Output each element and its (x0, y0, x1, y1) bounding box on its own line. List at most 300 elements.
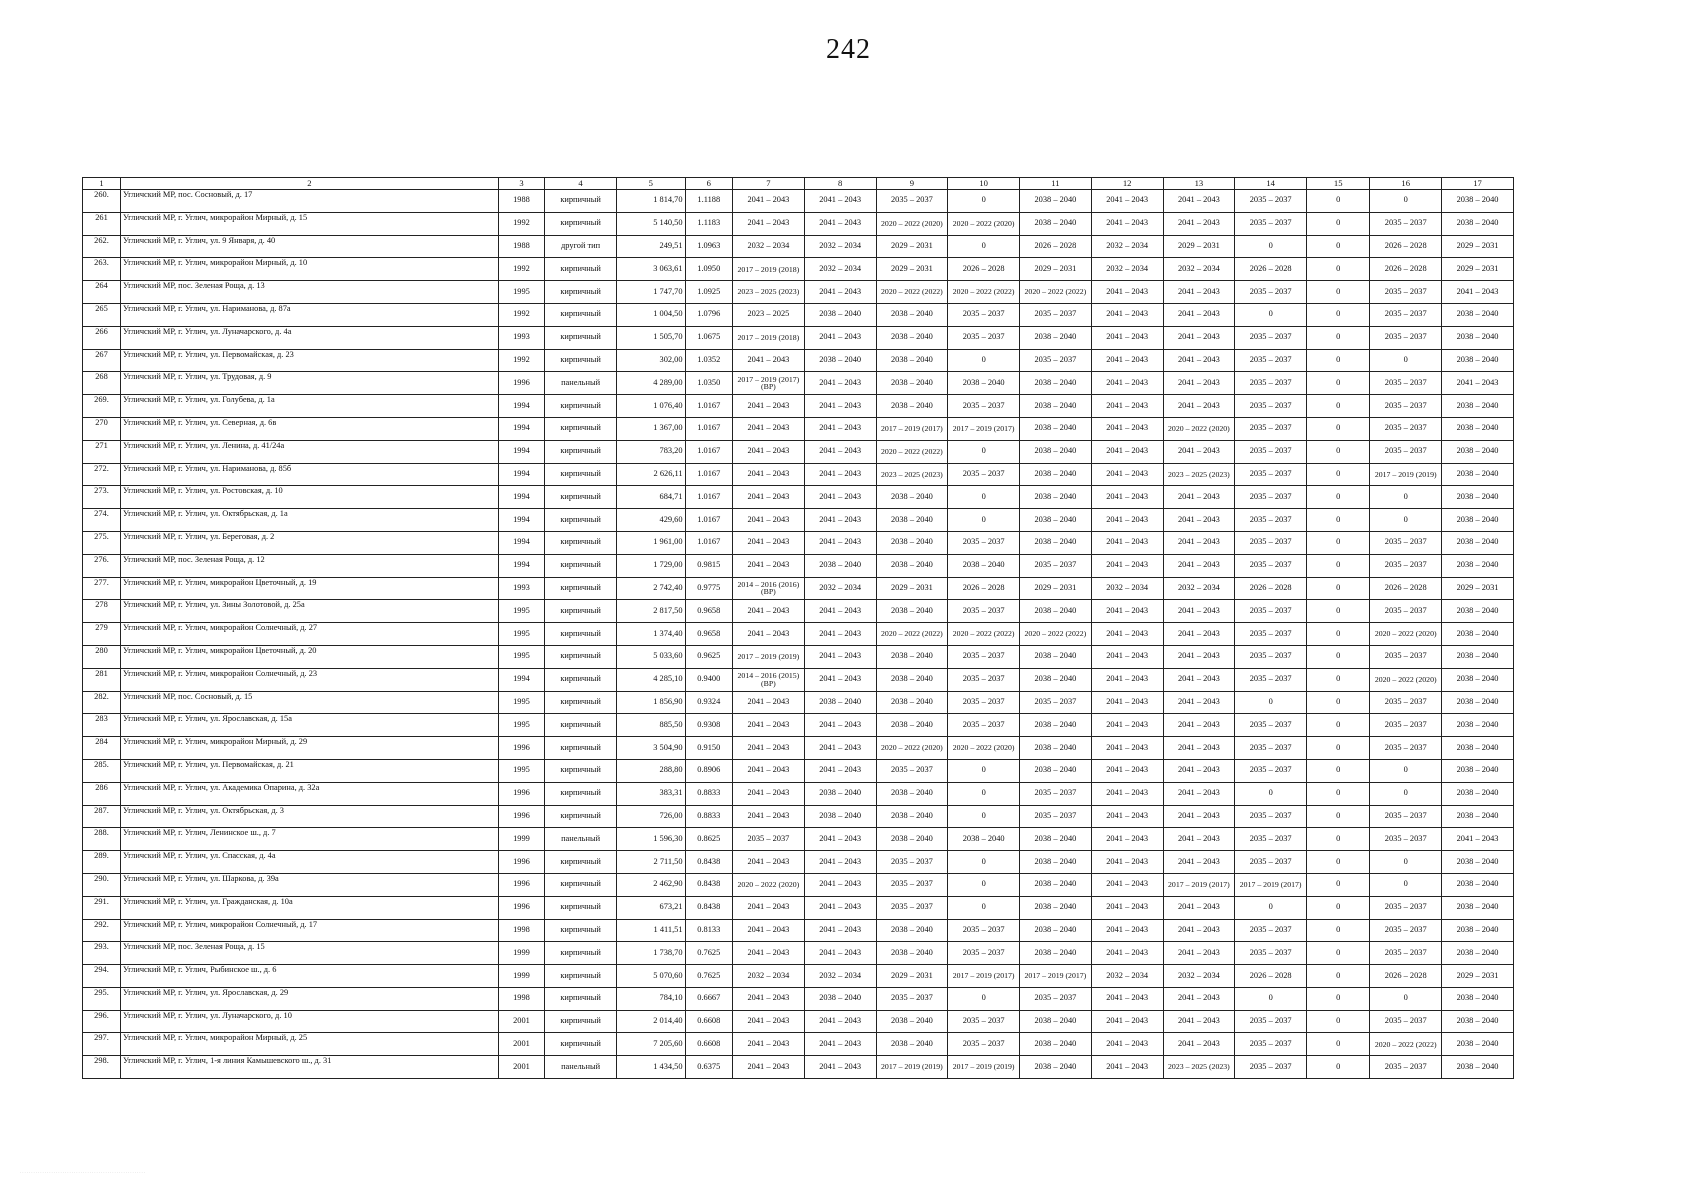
cell-period-12: 2041 – 2043 (1091, 987, 1163, 1010)
cell-period-13: 2041 – 2043 (1163, 987, 1235, 1010)
cell-wall-material: кирпичный (545, 714, 617, 737)
column-header-5: 5 (616, 178, 685, 190)
cell-period-14: 2035 – 2037 (1235, 1010, 1307, 1033)
table-row (83, 509, 1514, 532)
cell-address: Угличский МР, г. Углич, микрорайон Мирный, д. 25 (120, 1033, 498, 1056)
cell-period-16: 2035 – 2037 (1370, 1010, 1442, 1033)
cell-period-10: 2038 – 2040 (948, 372, 1020, 395)
cell-coefficient: 1.0675 (685, 326, 732, 349)
cell-period-17: 2038 – 2040 (1442, 645, 1514, 668)
cell-period-11: 2038 – 2040 (1020, 896, 1092, 919)
cell-area: 2 711,50 (616, 851, 685, 874)
cell-period-14: 2026 – 2028 (1235, 965, 1307, 988)
cell-period-8: 2041 – 2043 (804, 509, 876, 532)
cell-period-15: 0 (1307, 577, 1370, 600)
cell-year-built: 1994 (498, 417, 544, 440)
cell-period-11: 2029 – 2031 (1020, 577, 1092, 600)
cell-period-17: 2038 – 2040 (1442, 349, 1514, 372)
cell-period-10: 2035 – 2037 (948, 326, 1020, 349)
cell-period-15: 0 (1307, 554, 1370, 577)
cell-year-built: 1988 (498, 190, 544, 213)
cell-period-8: 2041 – 2043 (804, 896, 876, 919)
cell-wall-material: кирпичный (545, 942, 617, 965)
cell-wall-material: кирпичный (545, 759, 617, 782)
cell-address: Угличский МР, г. Углич, микрорайон Мирный, д. 29 (120, 737, 498, 760)
cell-period-9: 2020 – 2022 (2022) (876, 623, 948, 646)
cell-period-15: 0 (1307, 440, 1370, 463)
cell-period-16: 2026 – 2028 (1370, 258, 1442, 281)
cell-row-number: 280 (83, 645, 121, 668)
cell-year-built: 1995 (498, 691, 544, 714)
cell-period-9: 2038 – 2040 (876, 919, 948, 942)
cell-period-11: 2035 – 2037 (1020, 987, 1092, 1010)
cell-period-17: 2038 – 2040 (1442, 417, 1514, 440)
cell-period-13: 2041 – 2043 (1163, 531, 1235, 554)
cell-period-17: 2038 – 2040 (1442, 1010, 1514, 1033)
cell-period-13: 2041 – 2043 (1163, 828, 1235, 851)
cell-wall-material: кирпичный (545, 987, 617, 1010)
cell-area: 3 504,90 (616, 737, 685, 760)
cell-period-9: 2038 – 2040 (876, 486, 948, 509)
cell-period-17: 2038 – 2040 (1442, 942, 1514, 965)
cell-period-12: 2041 – 2043 (1091, 851, 1163, 874)
cell-period-17: 2038 – 2040 (1442, 851, 1514, 874)
footer-note: ........................................................ (20, 1170, 146, 1175)
cell-period-13: 2041 – 2043 (1163, 851, 1235, 874)
cell-coefficient: 0.8833 (685, 805, 732, 828)
cell-wall-material: кирпичный (545, 691, 617, 714)
table-row (83, 691, 1514, 714)
cell-area: 1 004,50 (616, 303, 685, 326)
cell-period-11: 2035 – 2037 (1020, 805, 1092, 828)
cell-period-8: 2038 – 2040 (804, 987, 876, 1010)
cell-period-11: 2038 – 2040 (1020, 737, 1092, 760)
cell-period-8: 2041 – 2043 (804, 600, 876, 623)
cell-period-12: 2041 – 2043 (1091, 828, 1163, 851)
cell-area: 1 367,00 (616, 417, 685, 440)
cell-coefficient: 1.1188 (685, 190, 732, 213)
cell-period-9: 2029 – 2031 (876, 235, 948, 258)
cell-period-13: 2041 – 2043 (1163, 645, 1235, 668)
cell-period-8: 2041 – 2043 (804, 417, 876, 440)
cell-period-7: 2020 – 2022 (2020) (733, 873, 805, 896)
cell-period-11: 2038 – 2040 (1020, 190, 1092, 213)
cell-period-11: 2020 – 2022 (2022) (1020, 623, 1092, 646)
cell-area: 288,80 (616, 759, 685, 782)
cell-period-16: 2035 – 2037 (1370, 942, 1442, 965)
cell-period-12: 2041 – 2043 (1091, 759, 1163, 782)
cell-period-12: 2041 – 2043 (1091, 440, 1163, 463)
cell-wall-material: кирпичный (545, 782, 617, 805)
cell-period-13: 2041 – 2043 (1163, 919, 1235, 942)
cell-row-number: 289. (83, 851, 121, 874)
table-row (83, 554, 1514, 577)
cell-period-11: 2029 – 2031 (1020, 258, 1092, 281)
cell-row-number: 264 (83, 281, 121, 304)
cell-row-number: 265 (83, 303, 121, 326)
column-header-4: 4 (545, 178, 617, 190)
cell-period-9: 2020 – 2022 (2020) (876, 737, 948, 760)
cell-address: Угличский МР, г. Углич, ул. Академика Опарина, д. 32а (120, 782, 498, 805)
table-row (83, 190, 1514, 213)
cell-period-12: 2041 – 2043 (1091, 600, 1163, 623)
column-header-17: 17 (1442, 178, 1514, 190)
table-row (83, 805, 1514, 828)
cell-area: 2 014,40 (616, 1010, 685, 1033)
cell-period-16: 2020 – 2022 (2022) (1370, 1033, 1442, 1056)
cell-period-12: 2041 – 2043 (1091, 486, 1163, 509)
cell-period-16: 2035 – 2037 (1370, 440, 1442, 463)
cell-period-11: 2038 – 2040 (1020, 1033, 1092, 1056)
cell-period-17: 2041 – 2043 (1442, 372, 1514, 395)
cell-period-16: 2035 – 2037 (1370, 395, 1442, 418)
table-row (83, 919, 1514, 942)
cell-period-10: 2020 – 2022 (2022) (948, 281, 1020, 304)
cell-period-10: 2035 – 2037 (948, 714, 1020, 737)
cell-year-built: 2001 (498, 1010, 544, 1033)
cell-period-12: 2032 – 2034 (1091, 235, 1163, 258)
cell-wall-material: кирпичный (545, 395, 617, 418)
cell-period-9: 2038 – 2040 (876, 531, 948, 554)
cell-period-8: 2041 – 2043 (804, 919, 876, 942)
cell-address: Угличский МР, г. Углич, ул. Луначарского, д. 4а (120, 326, 498, 349)
table-row (83, 737, 1514, 760)
cell-period-17: 2038 – 2040 (1442, 463, 1514, 486)
cell-period-10: 2020 – 2022 (2022) (948, 623, 1020, 646)
cell-period-10: 2035 – 2037 (948, 531, 1020, 554)
cell-period-10: 2035 – 2037 (948, 463, 1020, 486)
cell-period-12: 2041 – 2043 (1091, 942, 1163, 965)
cell-wall-material: кирпичный (545, 1033, 617, 1056)
cell-period-17: 2038 – 2040 (1442, 668, 1514, 691)
cell-period-10: 0 (948, 235, 1020, 258)
table-row (83, 828, 1514, 851)
cell-period-9: 2038 – 2040 (876, 395, 948, 418)
cell-period-12: 2041 – 2043 (1091, 349, 1163, 372)
cell-year-built: 1999 (498, 828, 544, 851)
column-header-7: 7 (733, 178, 805, 190)
table-row (83, 440, 1514, 463)
cell-area: 1 738,70 (616, 942, 685, 965)
cell-period-15: 0 (1307, 851, 1370, 874)
cell-row-number: 293. (83, 942, 121, 965)
cell-period-9: 2035 – 2037 (876, 896, 948, 919)
cell-period-12: 2041 – 2043 (1091, 190, 1163, 213)
cell-period-9: 2035 – 2037 (876, 873, 948, 896)
cell-period-13: 2041 – 2043 (1163, 896, 1235, 919)
cell-period-9: 2038 – 2040 (876, 942, 948, 965)
cell-area: 1 856,90 (616, 691, 685, 714)
cell-period-8: 2041 – 2043 (804, 759, 876, 782)
cell-period-9: 2035 – 2037 (876, 987, 948, 1010)
table-row (83, 349, 1514, 372)
cell-period-16: 2035 – 2037 (1370, 600, 1442, 623)
cell-wall-material: кирпичный (545, 440, 617, 463)
cell-period-13: 2023 – 2025 (2023) (1163, 1056, 1235, 1079)
cell-year-built: 1995 (498, 759, 544, 782)
cell-period-8: 2038 – 2040 (804, 554, 876, 577)
cell-row-number: 267 (83, 349, 121, 372)
cell-address: Угличский МР, г. Углич, ул. Первомайская, д. 21 (120, 759, 498, 782)
column-header-10: 10 (948, 178, 1020, 190)
cell-period-16: 2017 – 2019 (2019) (1370, 463, 1442, 486)
cell-period-13: 2041 – 2043 (1163, 623, 1235, 646)
table-row (83, 212, 1514, 235)
cell-period-11: 2038 – 2040 (1020, 714, 1092, 737)
table-row (83, 577, 1514, 600)
cell-period-14: 2035 – 2037 (1235, 1056, 1307, 1079)
cell-period-12: 2032 – 2034 (1091, 258, 1163, 281)
cell-period-15: 0 (1307, 281, 1370, 304)
cell-period-8: 2041 – 2043 (804, 463, 876, 486)
cell-period-7: 2041 – 2043 (733, 509, 805, 532)
cell-wall-material: кирпичный (545, 554, 617, 577)
cell-period-9: 2020 – 2022 (2020) (876, 212, 948, 235)
cell-row-number: 295. (83, 987, 121, 1010)
cell-row-number: 281 (83, 668, 121, 691)
cell-year-built: 1992 (498, 258, 544, 281)
cell-period-16: 0 (1370, 349, 1442, 372)
cell-period-16: 2035 – 2037 (1370, 303, 1442, 326)
cell-period-17: 2029 – 2031 (1442, 965, 1514, 988)
cell-wall-material: кирпичный (545, 577, 617, 600)
cell-address: Угличский МР, г. Углич, ул. Октябрьская, д. 1а (120, 509, 498, 532)
cell-period-10: 2020 – 2022 (2020) (948, 737, 1020, 760)
cell-period-13: 2041 – 2043 (1163, 372, 1235, 395)
cell-period-8: 2041 – 2043 (804, 531, 876, 554)
cell-period-17: 2038 – 2040 (1442, 896, 1514, 919)
cell-period-16: 2035 – 2037 (1370, 281, 1442, 304)
cell-period-11: 2038 – 2040 (1020, 851, 1092, 874)
cell-period-12: 2041 – 2043 (1091, 212, 1163, 235)
cell-period-12: 2041 – 2043 (1091, 782, 1163, 805)
cell-period-14: 2035 – 2037 (1235, 326, 1307, 349)
cell-row-number: 282. (83, 691, 121, 714)
table-row (83, 303, 1514, 326)
cell-period-16: 2035 – 2037 (1370, 417, 1442, 440)
cell-period-9: 2038 – 2040 (876, 782, 948, 805)
cell-period-11: 2038 – 2040 (1020, 873, 1092, 896)
cell-address: Угличский МР, пос. Сосновый, д. 15 (120, 691, 498, 714)
cell-period-7: 2041 – 2043 (733, 417, 805, 440)
cell-wall-material: кирпичный (545, 531, 617, 554)
repair-schedule-table (82, 177, 1514, 1079)
cell-coefficient: 1.0963 (685, 235, 732, 258)
column-header-1: 1 (83, 178, 121, 190)
cell-row-number: 298. (83, 1056, 121, 1079)
cell-period-15: 0 (1307, 645, 1370, 668)
cell-period-13: 2041 – 2043 (1163, 349, 1235, 372)
cell-period-12: 2041 – 2043 (1091, 805, 1163, 828)
cell-address: Угличский МР, г. Углич, ул. Ленина, д. 41/24а (120, 440, 498, 463)
cell-period-17: 2029 – 2031 (1442, 235, 1514, 258)
cell-period-8: 2038 – 2040 (804, 691, 876, 714)
cell-period-13: 2041 – 2043 (1163, 691, 1235, 714)
cell-period-12: 2032 – 2034 (1091, 965, 1163, 988)
cell-period-11: 2038 – 2040 (1020, 668, 1092, 691)
cell-period-11: 2035 – 2037 (1020, 349, 1092, 372)
cell-period-10: 0 (948, 851, 1020, 874)
cell-coefficient: 0.9625 (685, 645, 732, 668)
cell-period-12: 2041 – 2043 (1091, 509, 1163, 532)
cell-address: Угличский МР, г. Углич, ул. Зины Золотовой, д. 25а (120, 600, 498, 623)
cell-year-built: 1994 (498, 395, 544, 418)
cell-period-12: 2041 – 2043 (1091, 326, 1163, 349)
cell-period-10: 2035 – 2037 (948, 303, 1020, 326)
cell-period-9: 2038 – 2040 (876, 303, 948, 326)
cell-period-7: 2023 – 2025 (2023) (733, 281, 805, 304)
cell-period-16: 2035 – 2037 (1370, 714, 1442, 737)
cell-wall-material: кирпичный (545, 509, 617, 532)
cell-period-12: 2041 – 2043 (1091, 714, 1163, 737)
cell-period-10: 0 (948, 873, 1020, 896)
cell-address: Угличский МР, г. Углич, ул. Нариманова, д. 87а (120, 303, 498, 326)
cell-period-15: 0 (1307, 942, 1370, 965)
cell-address: Угличский МР, г. Углич, микрорайон Мирный, д. 15 (120, 212, 498, 235)
cell-period-9: 2020 – 2022 (2022) (876, 281, 948, 304)
cell-area: 383,31 (616, 782, 685, 805)
cell-period-13: 2041 – 2043 (1163, 509, 1235, 532)
cell-period-16: 2026 – 2028 (1370, 235, 1442, 258)
cell-period-7: 2041 – 2043 (733, 1033, 805, 1056)
cell-area: 726,00 (616, 805, 685, 828)
table-row (83, 942, 1514, 965)
cell-period-9: 2038 – 2040 (876, 554, 948, 577)
cell-period-14: 0 (1235, 235, 1307, 258)
cell-period-7: 2023 – 2025 (733, 303, 805, 326)
cell-period-9: 2035 – 2037 (876, 759, 948, 782)
cell-period-10: 0 (948, 440, 1020, 463)
cell-coefficient: 0.9815 (685, 554, 732, 577)
cell-period-7: 2041 – 2043 (733, 1056, 805, 1079)
cell-coefficient: 0.6667 (685, 987, 732, 1010)
cell-address: Угличский МР, г. Углич, ул. Спасская, д. 4а (120, 851, 498, 874)
cell-period-15: 0 (1307, 326, 1370, 349)
cell-period-9: 2023 – 2025 (2023) (876, 463, 948, 486)
cell-period-16: 2035 – 2037 (1370, 554, 1442, 577)
cell-row-number: 261 (83, 212, 121, 235)
cell-year-built: 1995 (498, 714, 544, 737)
cell-period-7: 2041 – 2043 (733, 212, 805, 235)
cell-period-8: 2038 – 2040 (804, 303, 876, 326)
cell-period-13: 2023 – 2025 (2023) (1163, 463, 1235, 486)
cell-address: Угличский МР, пос. Сосновый, д. 17 (120, 190, 498, 213)
cell-period-8: 2041 – 2043 (804, 1010, 876, 1033)
cell-period-16: 2020 – 2022 (2020) (1370, 668, 1442, 691)
table-row (83, 873, 1514, 896)
cell-period-9: 2038 – 2040 (876, 326, 948, 349)
cell-area: 673,21 (616, 896, 685, 919)
column-header-3: 3 (498, 178, 544, 190)
cell-period-8: 2032 – 2034 (804, 577, 876, 600)
cell-row-number: 274. (83, 509, 121, 532)
cell-period-16: 0 (1370, 759, 1442, 782)
cell-period-17: 2038 – 2040 (1442, 759, 1514, 782)
cell-coefficient: 0.6608 (685, 1010, 732, 1033)
cell-period-8: 2038 – 2040 (804, 349, 876, 372)
cell-period-14: 2035 – 2037 (1235, 190, 1307, 213)
cell-period-17: 2038 – 2040 (1442, 509, 1514, 532)
cell-wall-material: кирпичный (545, 417, 617, 440)
cell-period-14: 2035 – 2037 (1235, 417, 1307, 440)
table-row (83, 987, 1514, 1010)
cell-area: 1 961,00 (616, 531, 685, 554)
cell-period-14: 2035 – 2037 (1235, 1033, 1307, 1056)
cell-period-8: 2041 – 2043 (804, 440, 876, 463)
cell-area: 7 205,60 (616, 1033, 685, 1056)
cell-period-7: 2017 – 2019 (2017) (ВР) (733, 372, 805, 395)
table-row (83, 395, 1514, 418)
cell-period-11: 2038 – 2040 (1020, 372, 1092, 395)
cell-period-11: 2038 – 2040 (1020, 919, 1092, 942)
cell-coefficient: 1.0350 (685, 372, 732, 395)
cell-period-9: 2038 – 2040 (876, 1033, 948, 1056)
cell-period-8: 2032 – 2034 (804, 258, 876, 281)
table-row (83, 372, 1514, 395)
cell-period-15: 0 (1307, 258, 1370, 281)
cell-period-13: 2041 – 2043 (1163, 303, 1235, 326)
cell-period-10: 2017 – 2019 (2017) (948, 417, 1020, 440)
column-header-14: 14 (1235, 178, 1307, 190)
cell-period-16: 0 (1370, 782, 1442, 805)
cell-period-16: 2020 – 2022 (2020) (1370, 623, 1442, 646)
cell-period-7: 2041 – 2043 (733, 714, 805, 737)
cell-row-number: 272. (83, 463, 121, 486)
cell-address: Угличский МР, пос. Зеленая Роща, д. 15 (120, 942, 498, 965)
cell-period-12: 2041 – 2043 (1091, 1056, 1163, 1079)
cell-wall-material: кирпичный (545, 600, 617, 623)
cell-coefficient: 0.6608 (685, 1033, 732, 1056)
cell-period-13: 2041 – 2043 (1163, 440, 1235, 463)
cell-coefficient: 0.8625 (685, 828, 732, 851)
cell-period-7: 2017 – 2019 (2018) (733, 326, 805, 349)
cell-period-14: 0 (1235, 987, 1307, 1010)
cell-row-number: 284 (83, 737, 121, 760)
cell-period-11: 2038 – 2040 (1020, 645, 1092, 668)
cell-period-7: 2041 – 2043 (733, 851, 805, 874)
cell-area: 4 285,10 (616, 668, 685, 691)
cell-area: 1 814,70 (616, 190, 685, 213)
cell-period-17: 2029 – 2031 (1442, 577, 1514, 600)
cell-period-12: 2041 – 2043 (1091, 737, 1163, 760)
cell-row-number: 297. (83, 1033, 121, 1056)
cell-period-11: 2035 – 2037 (1020, 782, 1092, 805)
column-header-8: 8 (804, 178, 876, 190)
cell-period-16: 2035 – 2037 (1370, 1056, 1442, 1079)
cell-area: 5 070,60 (616, 965, 685, 988)
cell-period-13: 2041 – 2043 (1163, 668, 1235, 691)
cell-period-17: 2038 – 2040 (1442, 873, 1514, 896)
table-row (83, 600, 1514, 623)
cell-period-16: 2035 – 2037 (1370, 645, 1442, 668)
cell-period-14: 2017 – 2019 (2017) (1235, 873, 1307, 896)
cell-row-number: 294. (83, 965, 121, 988)
cell-period-10: 2026 – 2028 (948, 577, 1020, 600)
cell-period-8: 2041 – 2043 (804, 942, 876, 965)
column-header-13: 13 (1163, 178, 1235, 190)
cell-period-15: 0 (1307, 987, 1370, 1010)
table-row (83, 531, 1514, 554)
cell-area: 2 817,50 (616, 600, 685, 623)
cell-address: Угличский МР, г. Углич, 1-я линия Камышевского ш., д. 31 (120, 1056, 498, 1079)
cell-period-14: 2026 – 2028 (1235, 258, 1307, 281)
cell-period-7: 2041 – 2043 (733, 190, 805, 213)
table-row (83, 645, 1514, 668)
cell-wall-material: кирпичный (545, 486, 617, 509)
cell-wall-material: кирпичный (545, 349, 617, 372)
cell-wall-material: кирпичный (545, 873, 617, 896)
cell-period-7: 2041 – 2043 (733, 395, 805, 418)
